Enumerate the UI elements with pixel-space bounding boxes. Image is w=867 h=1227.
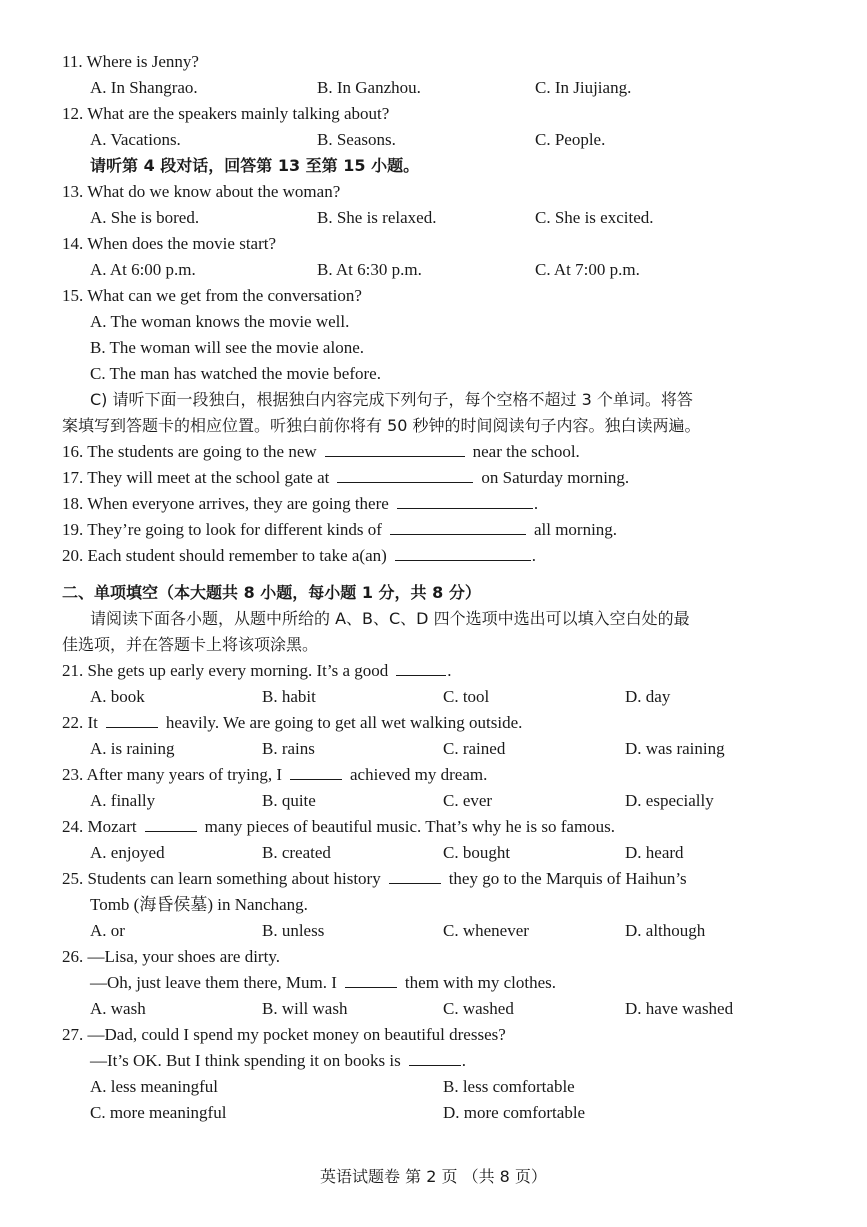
question-20 [62, 543, 536, 569]
question-12-option-b: B. Seasons. [317, 130, 396, 149]
part-2-instruction-line1: 请阅读下面各小题，从题中所给的 A、B、C、D 四个选项中选出可以填入空白处的最 [90, 609, 690, 628]
question-19-text: 19. They’re going to look for different kinds of [62, 520, 382, 539]
answer-blank-22 [106, 710, 158, 728]
question-25-option-d: D. although [625, 921, 706, 940]
question-19-text-after: all morning. [533, 520, 618, 539]
question-12-stem: 12. What are the speakers mainly talking about? [62, 104, 390, 123]
question-13-stem: 13. What do we know about the woman? [62, 182, 341, 201]
page-footer: 英语试题卷 第 2 页 （共 8 页） [320, 1167, 547, 1186]
question-23-text: 23. After many years of trying, I [62, 765, 282, 784]
question-15-option-a: A. The woman knows the movie well. [90, 312, 350, 331]
question-21-text-after: . [447, 661, 452, 680]
question-27-text: —It’s OK. But I think spending it on books is [90, 1051, 401, 1070]
answer-blank-16 [325, 439, 465, 457]
question-21-option-c: C. tool [443, 687, 490, 706]
answer-blank-17 [337, 465, 473, 483]
question-27-option-c: C. more meaningful [90, 1103, 227, 1122]
answer-blank-23 [290, 762, 342, 780]
question-13-option-a: A. She is bored. [90, 208, 200, 227]
question-18-text: 18. When everyone arrives, they are going there [62, 494, 389, 513]
question-14-stem: 14. When does the movie start? [62, 234, 277, 253]
question-26-text-after: them with my clothes. [404, 973, 557, 992]
question-22-option-b: B. rains [262, 739, 315, 758]
question-24-text-after: many pieces of beautiful music. That’s why he is so famous. [204, 817, 616, 836]
question-17-text: 17. They will meet at the school gate at [62, 468, 330, 487]
question-11-option-c: C. In Jiujiang. [535, 78, 632, 97]
question-25-text-line2: Tomb (海昏侯墓) in Nanchang. [90, 895, 308, 914]
question-15-option-b: B. The woman will see the movie alone. [90, 338, 364, 357]
question-22-option-c: C. rained [443, 739, 506, 758]
question-22-option-a: A. is raining [90, 739, 175, 758]
question-20-text: 20. Each student should remember to take a(an) [62, 546, 387, 565]
section-4-instruction: 请听第 4 段对话，回答第 13 至第 15 小题。 [90, 156, 420, 175]
question-25-option-a: A. or [90, 921, 125, 940]
question-21-text: 21. She gets up early every morning. It’s a good [62, 661, 389, 680]
question-20-text-after: . [531, 546, 537, 565]
question-22-text: 22. It [62, 713, 98, 732]
question-23-option-c: C. ever [443, 791, 493, 810]
question-21-option-b: B. habit [262, 687, 316, 706]
question-16-text-after: near the school. [472, 442, 580, 461]
question-12-option-a: A. Vacations. [90, 130, 181, 149]
question-22-option-d: D. was raining [625, 739, 725, 758]
question-11-option-b: B. In Ganzhou. [317, 78, 421, 97]
question-27-text-after: . [461, 1051, 466, 1070]
question-17 [62, 465, 629, 491]
question-12-option-c: C. People. [535, 130, 606, 149]
question-24-text: 24. Mozart [62, 817, 137, 836]
question-25-text: 25. Students can learn something about history [62, 869, 381, 888]
question-23 [62, 762, 487, 788]
answer-blank-25 [389, 866, 441, 884]
question-23-option-d: D. especially [625, 791, 714, 810]
question-13-option-c: C. She is excited. [535, 208, 654, 227]
question-24-option-c: C. bought [443, 843, 511, 862]
question-24 [62, 814, 615, 840]
question-11-option-a: A. In Shangrao. [90, 78, 198, 97]
question-26-text: —Oh, just leave them there, Mum. I [90, 973, 337, 992]
question-26 [90, 970, 556, 996]
question-21 [62, 658, 452, 684]
answer-blank-20 [395, 543, 531, 561]
answer-blank-27 [409, 1048, 461, 1066]
part-c-instruction-line2: 案填写到答题卡的相应位置。听独白前你将有 50 秒钟的时间阅读句子内容。独白读两遍。 [62, 416, 701, 435]
question-26-option-b: B. will wash [262, 999, 348, 1018]
question-23-text-after: achieved my dream. [350, 765, 488, 784]
question-15-option-c: C. The man has watched the movie before. [90, 364, 381, 383]
question-13-option-b: B. She is relaxed. [317, 208, 437, 227]
question-27-option-d: D. more comfortable [443, 1103, 586, 1122]
question-17-text-after: on Saturday morning. [481, 468, 630, 487]
question-27 [90, 1048, 466, 1074]
part-2-heading: 二、单项填空（本大题共 8 小题，每小题 1 分，共 8 分） [62, 583, 481, 602]
question-27-line1: 27. —Dad, could I spend my pocket money on beautiful dresses? [62, 1025, 506, 1044]
question-11-stem: 11. Where is Jenny? [62, 52, 199, 71]
answer-blank-19 [390, 517, 526, 535]
question-23-option-b: B. quite [262, 791, 316, 810]
question-22 [62, 710, 522, 736]
question-14-option-c: C. At 7:00 p.m. [535, 260, 640, 279]
question-24-option-b: B. created [262, 843, 331, 862]
question-18-text-after: . [533, 494, 539, 513]
question-26-line1: 26. —Lisa, your shoes are dirty. [62, 947, 280, 966]
question-15-stem: 15. What can we get from the conversation? [62, 286, 362, 305]
question-25-text-after: they go to the Marquis of Haihun’s [448, 869, 687, 888]
answer-blank-24 [145, 814, 197, 832]
question-21-option-a: A. book [90, 687, 145, 706]
question-16-text: 16. The students are going to the new [62, 442, 317, 461]
question-16 [62, 439, 580, 465]
question-24-option-a: A. enjoyed [90, 843, 165, 862]
part-c-instruction-line1: C) 请听下面一段独白，根据独白内容完成下列句子，每个空格不超过 3 个单词。将答 [90, 390, 693, 409]
question-25-option-c: C. whenever [443, 921, 529, 940]
question-19 [62, 517, 617, 543]
question-14-option-b: B. At 6:30 p.m. [317, 260, 422, 279]
question-26-option-c: C. washed [443, 999, 514, 1018]
question-23-option-a: A. finally [90, 791, 156, 810]
question-25 [62, 866, 687, 892]
question-22-text-after: heavily. We are going to get all wet walking outside. [165, 713, 523, 732]
question-27-option-b: B. less comfortable [443, 1077, 575, 1096]
question-25-option-b: B. unless [262, 921, 325, 940]
question-26-option-a: A. wash [90, 999, 146, 1018]
answer-blank-18 [397, 491, 533, 509]
question-14-option-a: A. At 6:00 p.m. [90, 260, 196, 279]
question-24-option-d: D. heard [625, 843, 684, 862]
answer-blank-21 [396, 658, 446, 676]
question-26-option-d: D. have washed [625, 999, 734, 1018]
question-18 [62, 491, 538, 517]
question-27-option-a: A. less meaningful [90, 1077, 218, 1096]
question-21-option-d: D. day [625, 687, 671, 706]
answer-blank-26 [345, 970, 397, 988]
part-2-instruction-line2: 佳选项，并在答题卡上将该项涂黑。 [62, 635, 319, 654]
